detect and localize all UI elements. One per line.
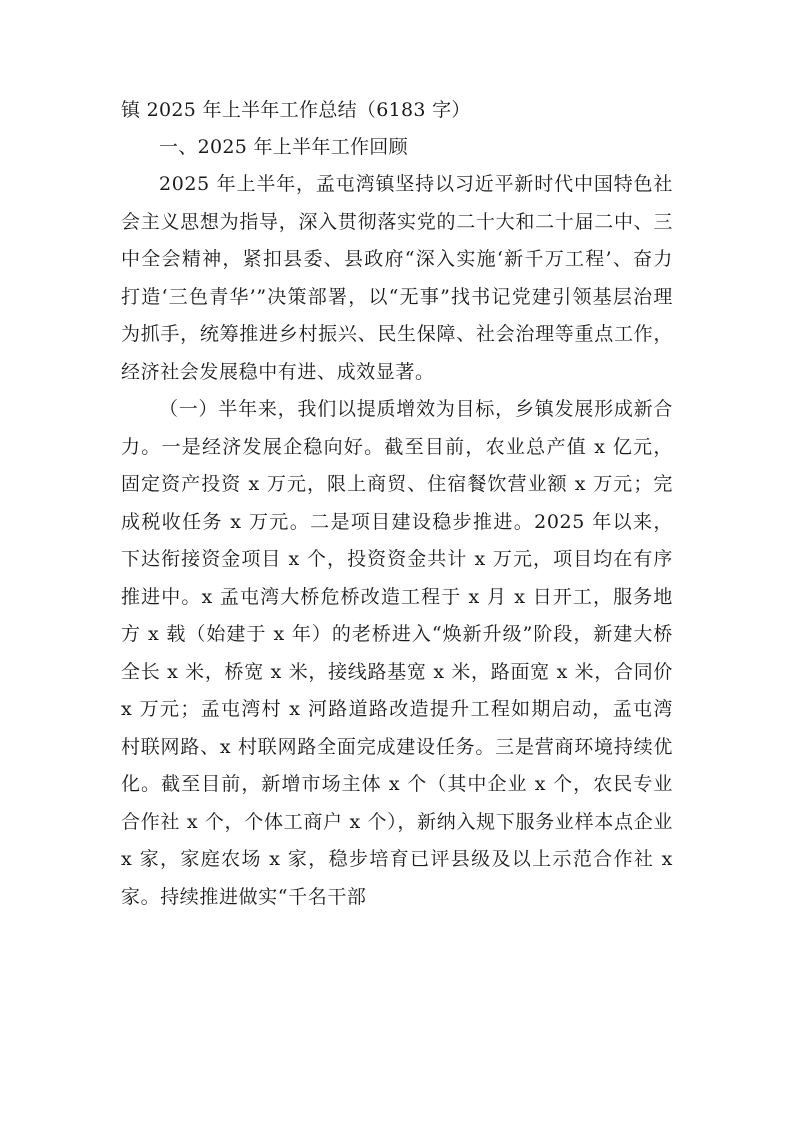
document-title: 镇 2025 年上半年工作总结（6183 字）: [121, 99, 471, 121]
paragraph-overview: 2025 年上半年，孟屯湾镇坚持以习近平新时代中国特色社会主义思想为指导，深入贯彻落实党的二十大和二十届二中、三中全会精神，紧扣县委、县政府“深入实施‘新千万工程’、奋力打造‘三色青华’”决策部署，以“无事”找书记党建引领基层治理为抓手，统筹推进乡村振兴、民生保障、社会治理等重点工作，经济社会发展稳中有进、成效显著。: [121, 173, 673, 383]
document-body: [121, 92, 673, 916]
section-heading: 一、2025 年上半年工作回顾: [159, 136, 408, 158]
paragraph-development: （一）半年来，我们以提质增效为目标，乡镇发展形成新合力。一是经济发展企稳向好。截至目前，农业总产值 x 亿元，固定资产投资 x 万元，限上商贸、住宿餐饮营业额 x 万元；完成税收任务 x 万元。二是项目建设稳步推进。2025 年以来，下达衔接资金项目 x 个，投资资金共计 x 万元，项目均在有序推进中。x 孟屯湾大桥危桥改造工程于 x 月 x 日开工，服务地方 x 载（始建于 x 年）的老桥进入“焕新升级”阶段，新建大桥全长 x 米，桥宽 x 米，接线路基宽 x 米，路面宽 x 米，合同价 x 万元；孟屯湾村 x 河路道路改造提升工程如期启动，孟屯湾村联网路、x 村联网路全面完成建设任务。三是营商环境持续优化。截至目前，新增市场主体 x 个（其中企业 x 个，农民专业合作社 x 个，个体工商户 x 个），新纳入规下服务业样本点企业 x 家，家庭农场 x 家，稳步培育已评县级及以上示范合作社 x 家。持续推进做实“千名干部: [121, 398, 673, 908]
